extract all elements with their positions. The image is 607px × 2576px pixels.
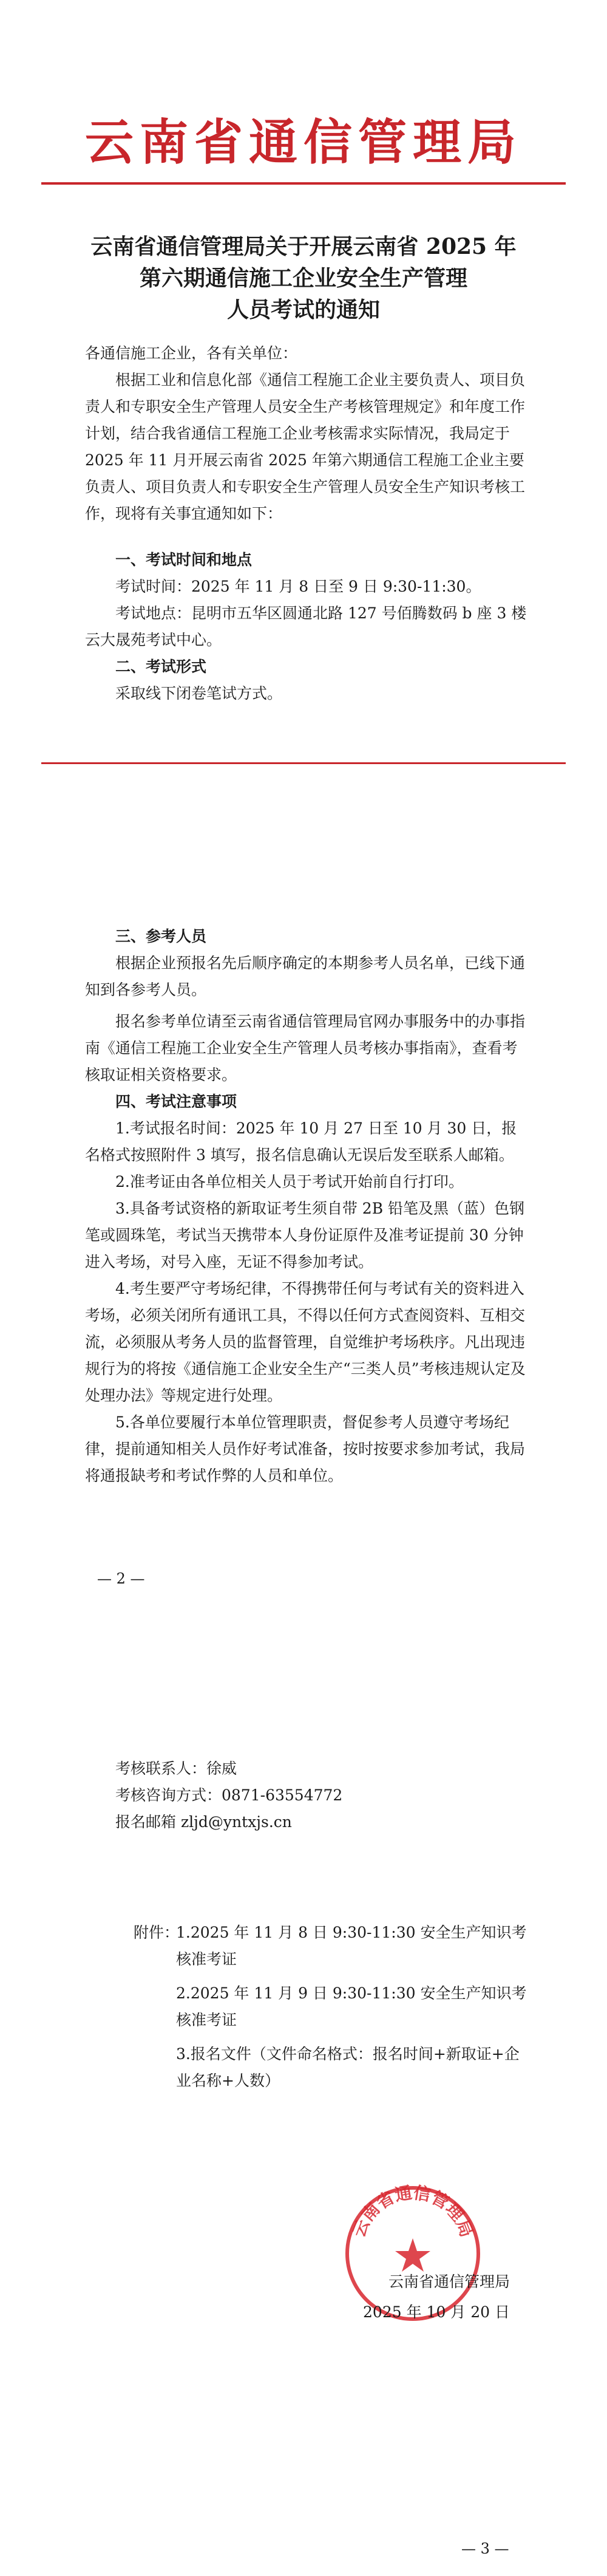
attachment-2: 2.2025 年 11 月 9 日 9:30-11:30 安全生产知识考核准考证	[176, 1984, 527, 2029]
exam-place: 考试地点：昆明市五华区圆通北路 127 号佰腾数码 b 座 3 楼云大晟苑考试中心。	[85, 604, 527, 649]
contact-email: 报名邮箱 zljd@yntxjs.cn	[115, 1813, 292, 1831]
seal-text: 云南省通信管理局	[348, 2182, 477, 2240]
exam-format: 采取线下闭卷笔试方式。	[115, 685, 283, 702]
document-title	[61, 231, 546, 326]
exam-time: 考试时间：2025 年 11 月 8 日至 9 日 9:30-11:30。	[115, 578, 481, 595]
signature-org: 云南省通信管理局	[388, 2273, 510, 2291]
section-3-heading: 三、参考人员	[115, 928, 207, 945]
letterhead-rule	[41, 182, 566, 185]
svg-text:云南省通信管理局	[348, 2182, 476, 2239]
contact-person: 考核联系人：徐威	[115, 1760, 237, 1777]
notice-item-3: 3.具备考试资格的新取证考生须自带 2B 铅笔及黑（蓝）色钢笔或圆珠笔，考试当天携带本人身份证原件及准考证提前 30 分钟进入考场，对号入座，无证不得参加考试。	[85, 1200, 525, 1271]
participants-paragraph-2: 报名参考单位请至云南省通信管理局官网办事服务中的办事指南《通信工程施工企业安全生产管理人员考核办事指南》，查看考核取证相关资格要求。	[85, 1013, 526, 1084]
page-number-3: — 3 —	[461, 2540, 509, 2557]
notice-item-5: 5.各单位要履行本单位管理职责，督促参考人员遵守考场纪律，提前通知相关人员作好考试准备，按时按要求参加考试，我局将通报缺考和考试作弊的人员和单位。	[85, 1413, 526, 1484]
notice-item-4: 4.考生要严守考场纪律，不得携带任何与考试有关的资料进入考场，必须关闭所有通讯工具，不得以任何方式查阅资料、互相交流，必须服从考务人员的监督管理，自觉维护考场秩序。凡出现违规行为的将按《通信施工企业安全生产“三类人员”考核违规认定及处理办法》等规定进行处理。	[85, 1280, 526, 1404]
title-line-1: 云南省通信管理局关于开展云南省 2025 年	[90, 234, 517, 259]
title-line-3: 人员考试的通知	[226, 297, 380, 323]
title-line-2: 第六期通信施工企业安全生产管理	[139, 265, 467, 291]
salutation: 各通信施工企业，各有关单位：	[85, 344, 298, 362]
letterhead: 云南省通信管理局	[85, 114, 522, 171]
attachment-3: 3.报名文件（文件命名格式：报名时间+新取证+企业名称+人数）	[176, 2045, 520, 2089]
contact-phone: 考核咨询方式：0871-63554772	[115, 1786, 343, 1804]
participants-paragraph-1: 根据企业预报名先后顺序确定的本期参考人员名单，已线下通知到各参考人员。	[85, 954, 526, 999]
bottom-rule	[41, 762, 566, 764]
section-4-heading: 四、考试注意事项	[115, 1093, 237, 1110]
attachments-label: 附件：	[134, 1924, 180, 1941]
intro-paragraph: 根据工业和信息化部《通信工程施工企业主要负责人、项目负责人和专职安全生产管理人员安全生产考核管理规定》和年度工作计划，结合我省通信工程施工企业考核需求实际情况，我局定于 2025 年 11 月开展云南省 2025 年第六期通信工程施工企业主要负责人、项目负责人和专职安全生产管理人员安全生产知识考核工作，现将有关事宜通知如下：	[85, 371, 526, 522]
section-1-heading: 一、考试时间和地点	[115, 551, 253, 569]
notice-item-2: 2.准考证由各单位相关人员于考试开始前自行打印。	[115, 1173, 464, 1191]
page-number-2: — 2 —	[97, 1570, 145, 1587]
notice-item-1: 1.考试报名时间：2025 年 10 月 27 日至 10 月 30 日，报名格式按照附件 3 填写，报名信息确认无误后发至联系人邮箱。	[85, 1119, 517, 1164]
attachment-1: 1.2025 年 11 月 8 日 9:30-11:30 安全生产知识考核准考证	[176, 1924, 527, 1968]
section-2-heading: 二、考试形式	[115, 658, 207, 675]
seal-star-icon	[395, 2238, 430, 2272]
signature-date: 2025 年 10 月 20 日	[363, 2303, 510, 2321]
